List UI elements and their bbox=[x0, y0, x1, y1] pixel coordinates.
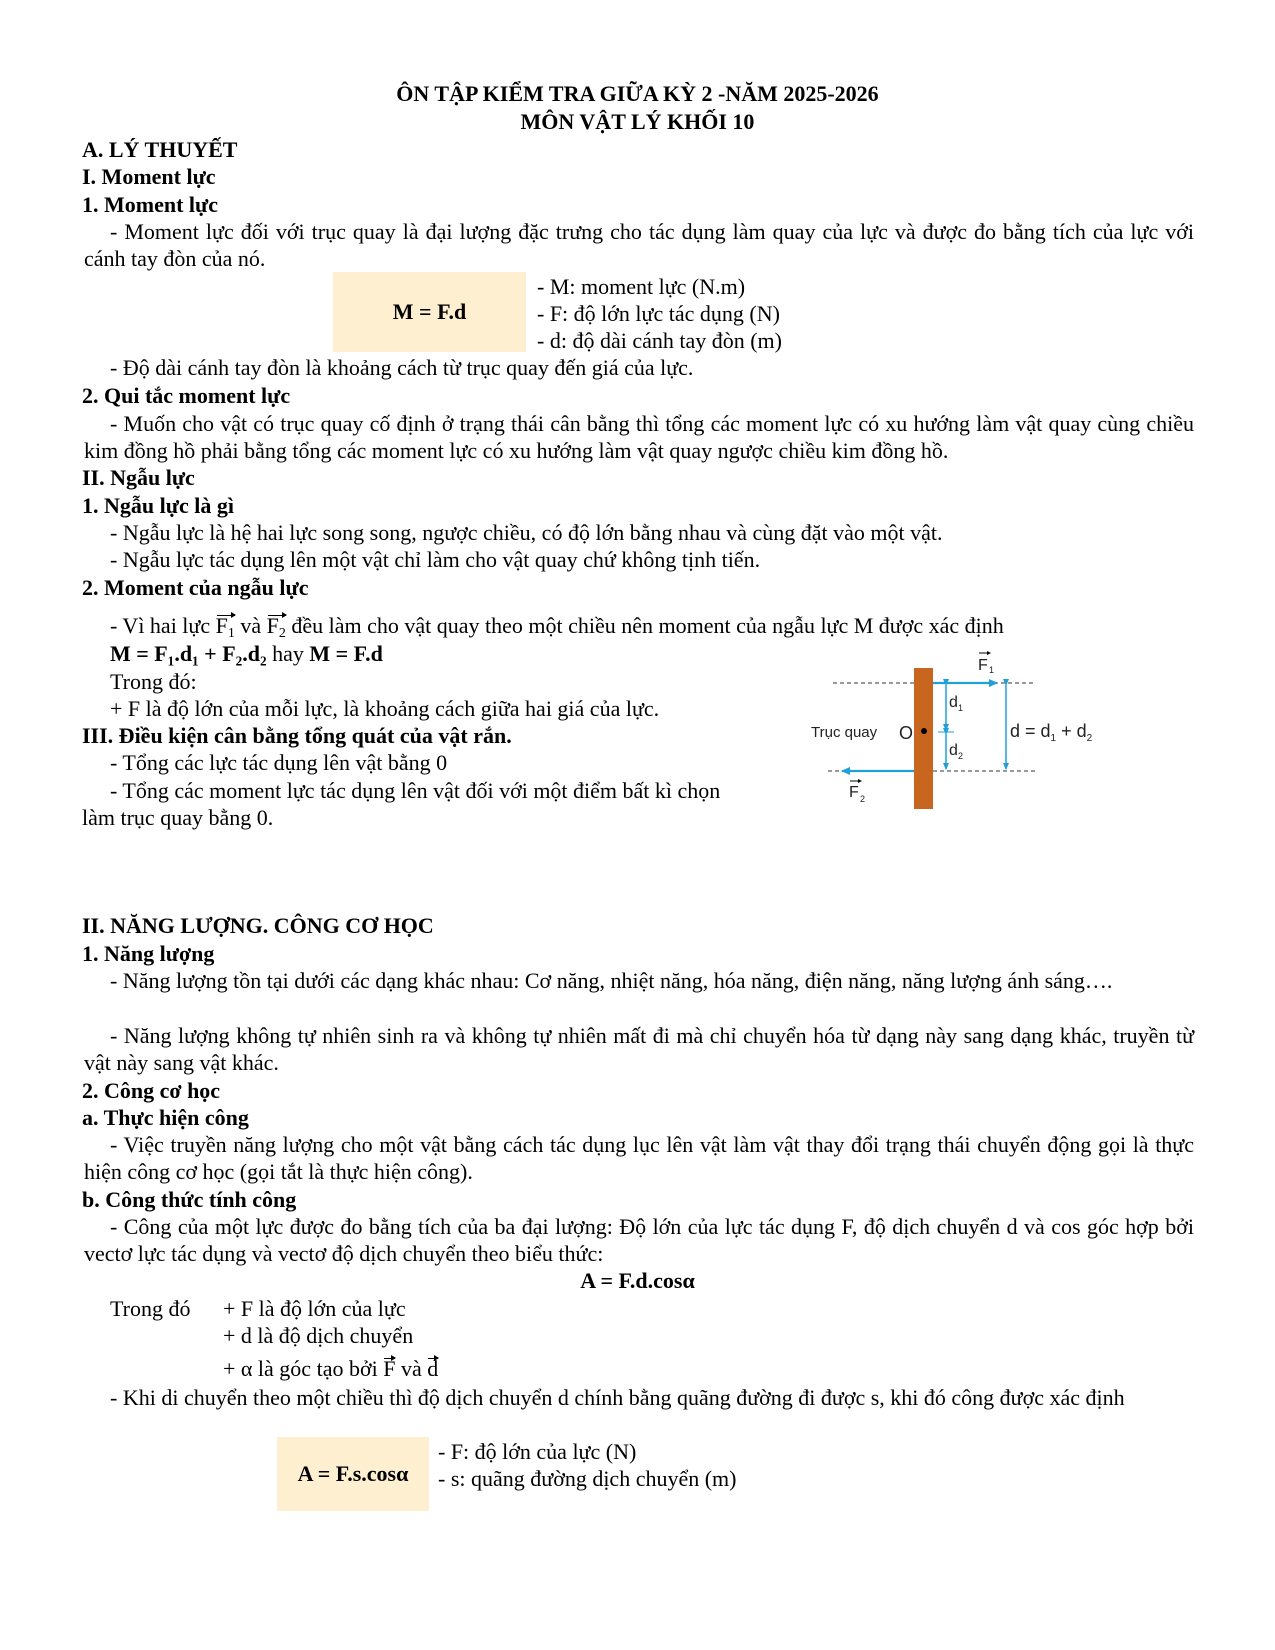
work-heading: 2. Công cơ học bbox=[82, 1078, 221, 1103]
couple-heading: II. Ngẫu lực bbox=[82, 465, 195, 490]
section-theory-heading: A. LÝ THUYẾT bbox=[82, 137, 238, 162]
work-formula2: A = F.s.cosα bbox=[297, 1461, 409, 1486]
equilibrium-condition-2b: làm trục quay bằng 0. bbox=[82, 805, 274, 830]
couple-sub2-heading: 2. Moment của ngẫu lực bbox=[82, 575, 309, 600]
couple-where-label: Trong đó: bbox=[110, 669, 197, 694]
work-sub-a-heading: a. Thực hiện công bbox=[82, 1105, 249, 1130]
axis-label: Trục quay bbox=[811, 724, 878, 741]
moment-definition: - Moment lực đối với trục quay là đại lượng đặc trưng cho tác dụng làm quay của lực và được đo bằng tích của lực với cánh tay đòn của nó. bbox=[84, 219, 1194, 271]
d-total-label bbox=[1010, 721, 1093, 744]
moment-legend-f: - F: độ lớn lực tác dụng (N) bbox=[537, 301, 780, 326]
svg-text:d: d bbox=[949, 694, 958, 711]
energy-forms: - Năng lượng tồn tại dưới các dạng khác nhau: Cơ năng, nhiệt năng, hóa năng, điện năng, năng lượng ánh sáng…. bbox=[110, 968, 1113, 993]
d2-label bbox=[949, 742, 963, 761]
pivot-point bbox=[921, 728, 927, 734]
couple-effect: - Ngẫu lực tác dụng lên một vật chỉ làm cho vật quay chứ không tịnh tiến. bbox=[110, 547, 761, 572]
work-legend-s: - s: quãng đường dịch chuyển (m) bbox=[438, 1466, 737, 1491]
work-displacement-note: - Khi di chuyển theo một chiều thì độ dịch chuyển d chính bằng quãng đường đi được s, khi đó công được xác định bbox=[110, 1385, 1125, 1410]
energy-conservation: - Năng lượng không tự nhiên sinh ra và không tự nhiên mất đi mà chỉ chuyển hóa từ dạng này sang dạng khác, truyền từ vật này sang vật khác. bbox=[84, 1023, 1194, 1075]
document-subtitle: MÔN VẬT LÝ KHỐI 10 bbox=[520, 109, 755, 134]
svg-text:1: 1 bbox=[958, 703, 964, 713]
d1-label bbox=[949, 694, 963, 713]
svg-text:F: F bbox=[849, 784, 859, 801]
svg-text:d = d1 + d2: $d = d_1 + d_2$ bbox=[1010, 721, 1093, 744]
pivot-label: O bbox=[899, 723, 914, 743]
f1-label bbox=[978, 651, 994, 675]
couple-moment-pre: - Vì hai lực bbox=[110, 613, 211, 638]
work-formula2-box bbox=[277, 1437, 429, 1511]
svg-text:1: 1 bbox=[989, 665, 995, 675]
moment-rule: - Muốn cho vật có trục quay cố định ở trạng thái cân bằng thì tổng các moment lực có xu hướng làm vật quay cùng chiều kim đồng hồ phải bằng tổng các moment lực có xu hướng làm vật quay ngược chiều kim đồng hồ. bbox=[84, 411, 1194, 463]
vector-f: F bbox=[383, 1356, 396, 1381]
couple-diagram bbox=[800, 645, 1130, 815]
work-formula: A = F.d.cosα bbox=[580, 1268, 695, 1293]
work-formula-description: - Công của một lực được đo bằng tích của ba đại lượng: Độ lớn của lực tác dụng F, độ dịch chuyển d và cos góc hợp bởi vectơ lực tác dụng và vectơ độ dịch chuyển theo biểu thức: bbox=[84, 1214, 1194, 1266]
vector-d: d bbox=[427, 1356, 439, 1381]
document-title: ÔN TẬP KIỂM TRA GIỮA KỲ 2 -NĂM 2025-2026 bbox=[396, 81, 879, 106]
couple-moment-and: và bbox=[240, 613, 262, 638]
work-sub-b-heading: b. Công thức tính công bbox=[82, 1187, 297, 1212]
work-legend-f: - F: độ lớn của lực (N) bbox=[438, 1439, 637, 1464]
energy-heading: II. NĂNG LƯỢNG. CÔNG CƠ HỌC bbox=[82, 913, 434, 938]
couple-sub1-heading: 1. Ngẫu lực là gì bbox=[82, 493, 234, 518]
work-definition: - Việc truyền năng lượng cho một vật bằng cách tác dụng lục lên vật làm vật thay đổi trạng thái chuyển động gọi là thực hiện công cơ học (gọi tắt là thực hiện công). bbox=[84, 1132, 1194, 1184]
equilibrium-condition-1: - Tổng các lực tác dụng lên vật bằng 0 bbox=[110, 750, 448, 775]
arm-note: - Độ dài cánh tay đòn là khoảng cách từ trục quay đến giá của lực. bbox=[110, 355, 694, 380]
moment-legend-m: - M: moment lực (N.m) bbox=[537, 274, 746, 299]
equilibrium-heading: III. Điều kiện cân bằng tổng quát của vật rắn. bbox=[82, 723, 512, 748]
svg-text:F: F bbox=[978, 657, 988, 674]
couple-where-item: + F là độ lớn của mỗi lực, là khoảng cách giữa hai giá của lực. bbox=[110, 696, 660, 721]
moment-formula-box bbox=[333, 272, 526, 352]
energy-sub1-heading: 1. Năng lượng bbox=[82, 941, 215, 966]
moment-heading: I. Moment lực bbox=[82, 164, 216, 189]
svg-text:d: d bbox=[949, 742, 958, 759]
moment-formula: M = F.d bbox=[392, 299, 467, 324]
couple-definition: - Ngẫu lực là hệ hai lực song song, ngược chiều, có độ lớn bằng nhau và cùng đặt vào một vật. bbox=[110, 520, 943, 545]
svg-text:2: 2 bbox=[958, 751, 964, 761]
work-where-d: + d là độ dịch chuyển bbox=[223, 1323, 414, 1348]
couple-moment-formula: M = F₁.d₁ + F₂.d₂ hay M = F.d bbox=[110, 641, 383, 666]
work-where-label: Trong đó bbox=[110, 1296, 191, 1321]
moment-legend-d: - d: độ dài cánh tay đòn (m) bbox=[537, 328, 782, 353]
f2-label bbox=[849, 779, 865, 804]
moment-sub1-heading: 1. Moment lực bbox=[82, 192, 218, 217]
moment-sub2-heading: 2. Qui tắc moment lực bbox=[82, 383, 291, 408]
equilibrium-condition-2a: - Tổng các moment lực tác dụng lên vật đối với một điểm bất kì chọn bbox=[110, 778, 721, 803]
couple-moment-post: đều làm cho vật quay theo một chiều nên moment của ngẫu lực M được xác định bbox=[291, 613, 1004, 638]
work-where-alpha: + α là góc tạo bởi F và d bbox=[223, 1356, 439, 1381]
svg-text:2: 2 bbox=[860, 794, 866, 804]
work-where-f: + F là độ lớn của lực bbox=[223, 1296, 406, 1321]
vector-f2: $F_2$ bbox=[267, 612, 286, 647]
vector-f1: $F_1$ bbox=[216, 612, 235, 647]
rigid-rod bbox=[914, 668, 933, 809]
